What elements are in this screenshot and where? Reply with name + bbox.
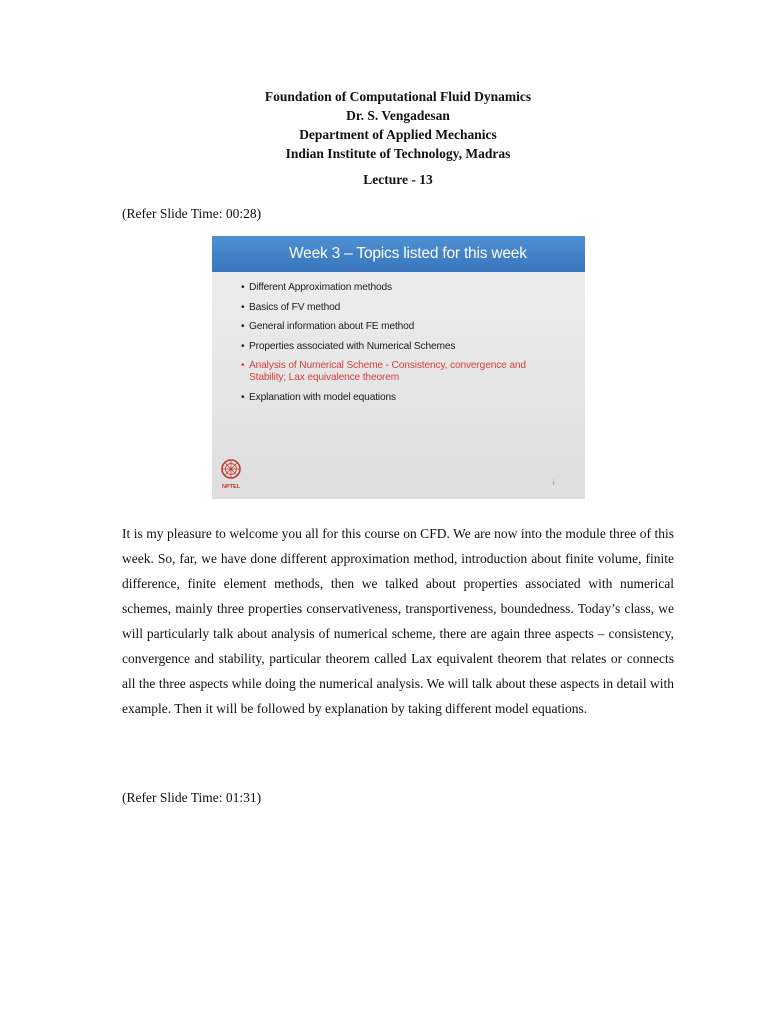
nptel-logo-icon xyxy=(220,458,242,492)
bullet-icon: • xyxy=(241,321,245,332)
bullet-icon: • xyxy=(241,391,245,403)
nptel-logo-text: NPTEL xyxy=(221,484,241,490)
refer-slide-time-1: (Refer Slide Time: 00:28) xyxy=(122,206,262,221)
slide-topic-text: General information about FE method xyxy=(249,321,415,332)
bullet-icon: • xyxy=(241,360,245,371)
slide-topic-text: Basics of FV method xyxy=(249,301,341,313)
lecture-slide-image xyxy=(212,236,585,499)
document-header xyxy=(0,87,768,163)
slide-topic-list xyxy=(241,282,526,411)
slide-title: Week 3 – Topics listed for this week xyxy=(212,236,585,272)
slide-topic-item-highlighted xyxy=(241,360,526,384)
slide-topic-item xyxy=(241,341,526,353)
transcript-paragraph: It is my pleasure to welcome you all for this course on CFD. We are now into the module three of this week. So, far, we have done different approximation method, introduction about finite volume, finite difference, finite element methods, then we talked about properties associated with numerical schemes, mainly three properties conservativeness, transportiveness, boundedness. Today’s class, we will particularly talk about analysis of numerical scheme, there are again three aspects – consistency, convergence and stability, particular theorem called Lax equivalent theorem that relates or connects all the three aspects while doing the numerical analysis. We will talk about these aspects in detail with example. Then it will be followed by explanation by taking different model equations. xyxy=(122,526,674,716)
refer-slide-time-2: (Refer Slide Time: 01:31) xyxy=(122,790,262,805)
lecture-number: Lecture - 13 xyxy=(363,172,433,187)
institute-name: Indian Institute of Technology, Madras xyxy=(285,146,511,161)
department-name: Department of Applied Mechanics xyxy=(299,127,497,142)
slide-topic-text-line2: Stability; Lax equivalence theorem xyxy=(249,372,400,383)
slide-topic-item xyxy=(241,302,526,314)
course-title: Foundation of Computational Fluid Dynamics xyxy=(264,89,532,104)
slide-topic-item xyxy=(241,282,526,294)
bullet-icon: • xyxy=(241,301,245,313)
slide-topic-item xyxy=(241,392,526,404)
slide-topic-item xyxy=(241,321,526,333)
bullet-icon: • xyxy=(241,340,245,352)
bullet-icon: • xyxy=(241,282,245,293)
slide-topic-text: Different Approximation methods xyxy=(249,282,392,293)
slide-page-number: i xyxy=(553,480,555,487)
slide-topic-text-line1: Analysis of Numerical Scheme - Consistency, convergence and xyxy=(249,360,526,371)
instructor-name: Dr. S. Vengadesan xyxy=(346,108,450,123)
slide-topic-text: Explanation with model equations xyxy=(249,391,396,403)
slide-topic-text: Properties associated with Numerical Schemes xyxy=(249,340,456,352)
